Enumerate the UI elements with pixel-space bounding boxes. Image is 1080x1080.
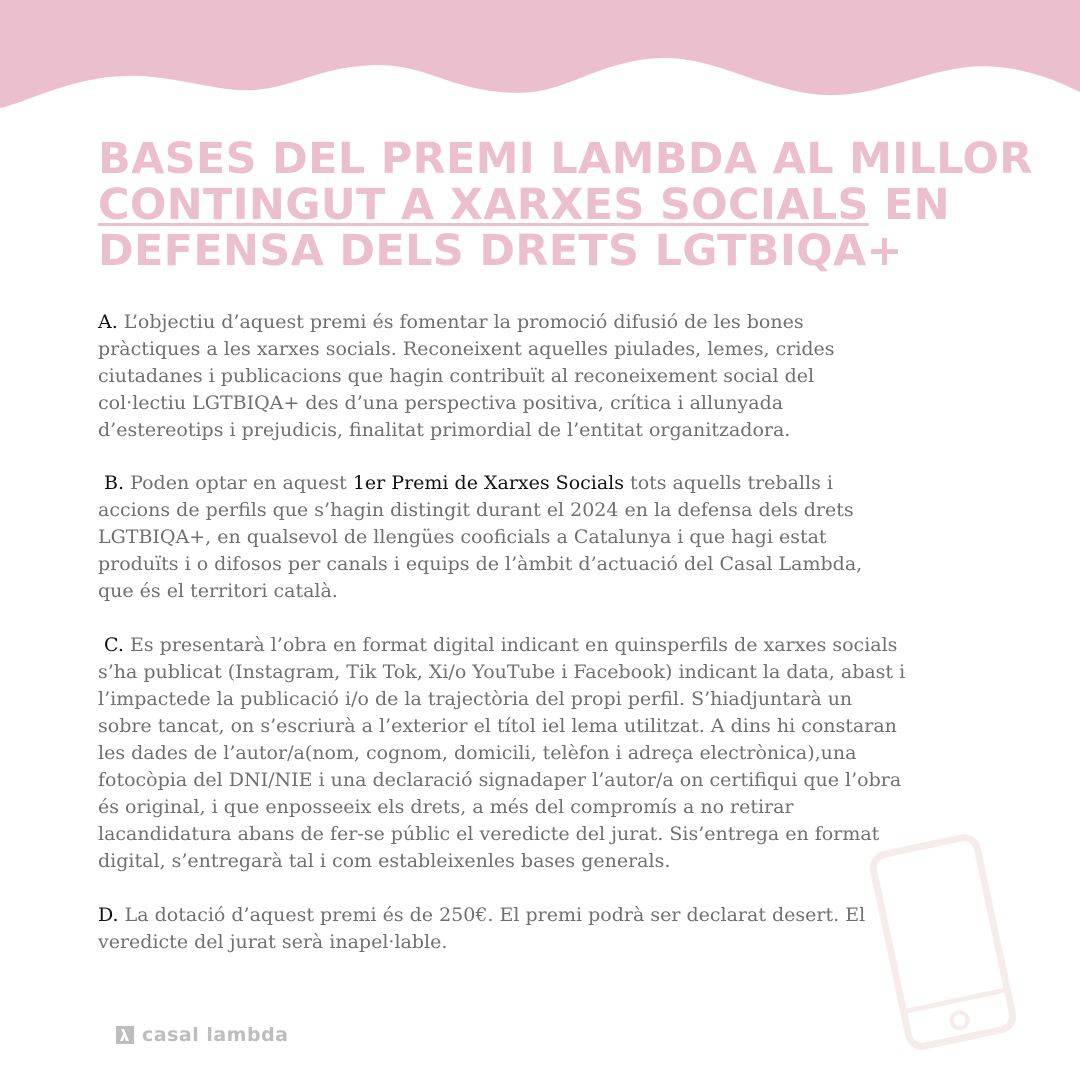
- section-b-line: LGTBIQA+, en qualsevol de llengües cooficials a Catalunya i que hagi estat: [98, 526, 827, 548]
- section-c: [98, 632, 998, 875]
- section-a-marker: A.: [98, 311, 118, 333]
- rules-body: [98, 309, 998, 983]
- section-d-line: [98, 902, 998, 929]
- phone-outline-icon: [868, 832, 1018, 1052]
- title-line-2: [98, 182, 998, 228]
- casal-lambda-logo: [116, 1024, 289, 1046]
- section-c-line: s’ha publicat (Instagram, Tik Tok, Xi/o YouTube i Facebook) indicant la data, abast i: [98, 661, 906, 683]
- section-b: [98, 470, 998, 605]
- section-d: [98, 902, 998, 956]
- title-line-1: BASES DEL PREMI LAMBDA AL MILLOR: [98, 134, 1033, 184]
- section-c-line: [98, 632, 998, 659]
- title-line-3: DEFENSA DELS DRETS LGTBIQA+: [98, 226, 903, 276]
- section-d-marker: D.: [98, 904, 119, 926]
- section-a-line: ciutadanes i publicacions que hagin contribuït al reconeixement social del: [98, 365, 815, 387]
- title-line-2-rest: EN: [868, 180, 950, 230]
- section-c-line: digital, s’entregarà tal i com estableixenles bases generals.: [98, 850, 671, 872]
- section-c-marker: C.: [104, 634, 124, 656]
- section-b-line: [98, 470, 998, 497]
- section-a-text: L’objectiu d’aquest premi és fomentar la promoció difusió de les bones: [117, 311, 804, 333]
- section-b-line: que és el territori català.: [98, 580, 338, 602]
- prize-name-highlight: 1er Premi de Xarxes Socials: [352, 472, 625, 494]
- section-b-line: produïts i o difosos per canals i equips de l’àmbit d’actuació del Casal Lambda,: [98, 553, 863, 575]
- logo-text: casal lambda: [142, 1024, 289, 1046]
- top-wave-decoration: [0, 0, 1080, 120]
- section-c-text: Es presentarà l’obra en format digital indicant en quinsperfils de xarxes socials: [123, 634, 898, 656]
- section-c-line: l’impactede la publicació i/o de la trajectòria del propi perfil. S’hiadjuntarà un: [98, 688, 853, 710]
- section-d-text: La dotació d’aquest premi és de 250€. El premi podrà ser declarat desert. El: [118, 904, 866, 926]
- section-b-line: accions de perfils que s’hagin distingit durant el 2024 en la defensa dels drets: [98, 499, 854, 521]
- section-c-line: sobre tancat, on s’escriurà a l’exterior el títol iel lema utilitzat. A dins hi constaran: [98, 715, 897, 737]
- section-c-line: lacandidatura abans de fer-se públic el veredicte del jurat. Sis’entrega en format: [98, 823, 880, 845]
- section-a-line: d’estereotips i prejudicis, finalitat primordial de l’entitat organitzadora.: [98, 419, 791, 441]
- section-a-line: pràctiques a les xarxes socials. Reconeixent aquelles piulades, lemes, crides: [98, 338, 835, 360]
- section-c-line: és original, i que enposseeix els drets, a més del compromís a no retirar: [98, 796, 794, 818]
- section-c-line: fotocòpia del DNI/NIE i una declaració signadaper l’autor/a on certifiqui que l’obra: [98, 769, 902, 791]
- page-title: [98, 134, 1033, 276]
- section-a-line: col·lectiu LGTBIQA+ des d’una perspectiva positiva, crítica i allunyada: [98, 392, 784, 414]
- section-b-intro: Poden optar en aquest: [124, 472, 353, 494]
- title-underlined-text: CONTINGUT A XARXES SOCIALS: [98, 180, 869, 230]
- section-d-line: veredicte del jurat serà inapel·lable.: [98, 931, 448, 953]
- section-b-marker: B.: [104, 472, 125, 494]
- section-a-line: [98, 309, 998, 336]
- section-a: [98, 309, 998, 444]
- section-c-line: les dades de l’autor/a(nom, cognom, domicili, telèfon i adreça electrònica),una: [98, 742, 857, 764]
- lambda-logo-icon: [116, 1026, 134, 1044]
- section-b-rest: tots aquells treballs i: [624, 472, 833, 494]
